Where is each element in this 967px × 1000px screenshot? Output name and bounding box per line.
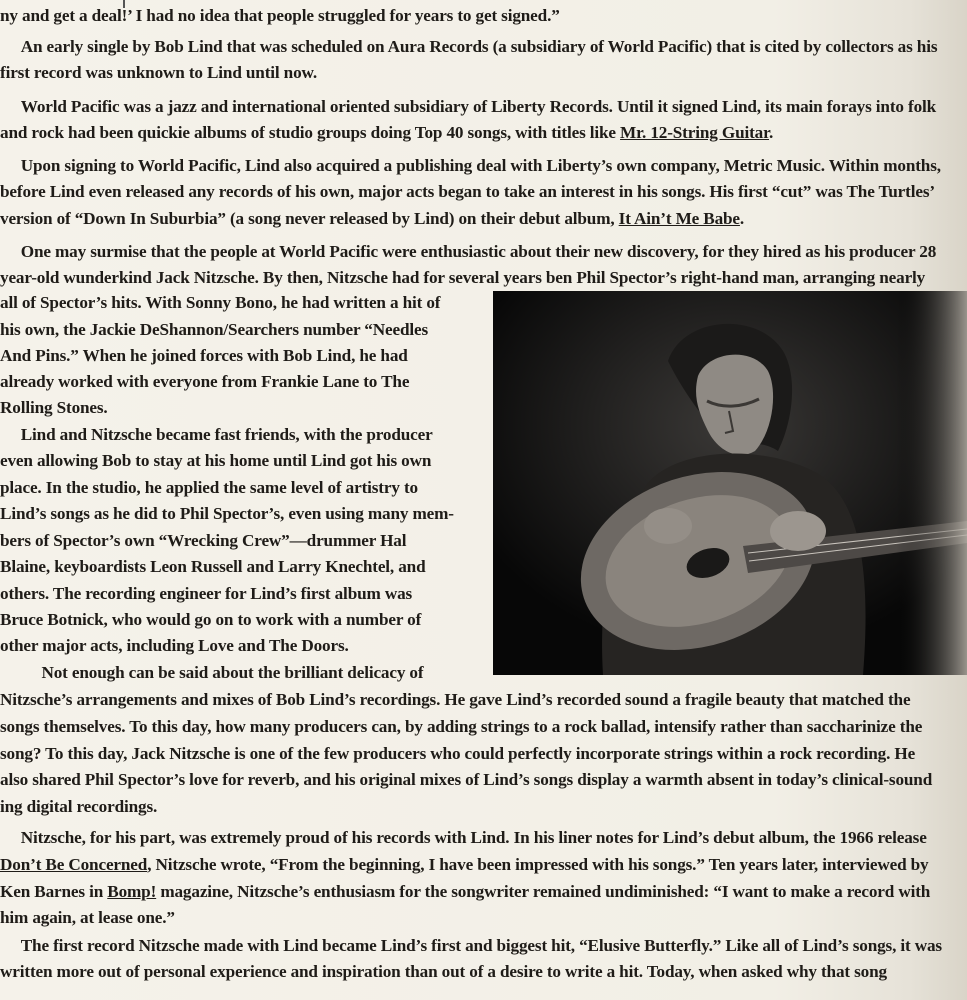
text-run: his own, the Jackie DeShannon/Searchers number “Needles (0, 320, 428, 339)
text-line (0, 156, 941, 176)
guitarist-photo (493, 291, 967, 675)
text-run: One may surmise that the people at World Pacific were enthusiastic about their new discovery, for they hired as his producer 28 (0, 242, 937, 261)
text-line (0, 293, 440, 313)
text-run: Nitzsche’s arrangements and mixes of Bob Lind’s recordings. He gave Lind’s recorded sound a fragile beauty that matched the (0, 690, 911, 709)
text-line (0, 97, 936, 117)
text-run: The first record Nitzsche made with Lind became Lind’s first and biggest hit, “Elusive Butterfly.” Like all of Lind’s songs, it was (0, 936, 942, 955)
text-run: Blaine, keyboardists Leon Russell and Larry Knechtel, and (0, 557, 426, 576)
text-line (0, 37, 937, 57)
text-line (0, 828, 927, 848)
text-run: magazine, Nitzsche’s enthusiasm for the songwriter remained undiminished: “I want to make a record with (156, 882, 931, 901)
text-run: first record was unknown to Lind until now. (0, 63, 317, 82)
text-line (0, 320, 428, 340)
text-line (0, 451, 431, 471)
photo-image (493, 291, 967, 675)
text-line (0, 182, 935, 202)
text-line (0, 504, 454, 524)
text-line (0, 63, 317, 83)
text-run: place. In the studio, he applied the same level of artistry to (0, 478, 418, 497)
text-run: ny and get a deal!’ I had no idea that people struggled for years to get signed.” (0, 6, 560, 25)
text-line (0, 717, 922, 737)
text-run: written more out of personal experience and inspiration than out of a desire to write a hit. Today, when asked why that song (0, 962, 887, 981)
text-run: year-old wunderkind Jack Nitzsche. By then, Nitzsche had for several years ben Phil Spector’s right-hand man, arranging nearly (0, 268, 926, 287)
underlined-title: It Ain’t Me Babe (618, 209, 740, 228)
text-run: . (769, 123, 774, 142)
text-line (0, 209, 744, 229)
text-run: Bruce Botnick, who would go on to work with a number of (0, 610, 422, 629)
text-line (0, 425, 433, 445)
text-run: ing digital recordings. (0, 797, 158, 816)
text-run: before Lind even released any records of his own, major acts began to take an interest in his songs. His first “cut” was The Turtles’ (0, 182, 935, 201)
text-run: , Nitzsche wrote, “From the beginning, I have been impressed with his songs.” Ten years later, interviewed by (147, 855, 929, 874)
text-run: already worked with everyone from Frankie Lane to The (0, 372, 410, 391)
text-line (0, 936, 942, 956)
text-line (0, 770, 932, 790)
text-line (0, 797, 157, 817)
text-line (0, 242, 936, 262)
text-run: others. The recording engineer for Lind’s first album was (0, 584, 413, 603)
text-run: songs themselves. To this day, how many producers can, by adding strings to a rock ballad, intensify rather than saccharinize the (0, 717, 923, 736)
text-line (0, 690, 910, 710)
text-line (0, 478, 418, 498)
text-run: . (739, 209, 745, 228)
text-run: other major acts, including Love and The Doors. (0, 636, 349, 655)
text-line (0, 372, 409, 392)
text-run: even allowing Bob to stay at his home until Lind got his own (0, 451, 432, 470)
text-line (0, 663, 423, 683)
text-run: all of Spector’s hits. With Sonny Bono, he had written a hit of (0, 293, 441, 312)
text-line (0, 636, 349, 656)
text-line (0, 531, 406, 551)
text-line (0, 584, 412, 604)
text-run: An early single by Bob Lind that was scheduled on Aura Records (a subsidiary of World Pacific) that is cited by collectors as his (0, 37, 938, 56)
text-run: version of “Down In Suburbia” (a song never released by Lind) on their debut album, (0, 209, 619, 228)
text-run: also shared Phil Spector’s love for reverb, and his original mixes of Lind’s songs display a warmth absent in today’s clinical-sound (0, 770, 933, 789)
text-run: Nitzsche, for his part, was extremely proud of his records with Lind. In his liner notes for Lind’s debut album, the 1966 release (0, 828, 927, 847)
underlined-title: Bomp! (107, 882, 157, 901)
text-line (0, 744, 915, 764)
text-line (0, 398, 108, 418)
text-line (0, 855, 928, 875)
text-line (0, 123, 773, 143)
underlined-title: Mr. 12-String Guitar (620, 123, 770, 142)
text-run: and rock had been quickie albums of studio groups doing Top 40 songs, with titles like (0, 123, 621, 142)
text-run: World Pacific was a jazz and international oriented subsidiary of Liberty Records. Until it signed Lind, its main forays into folk (0, 97, 937, 116)
text-line (0, 346, 408, 366)
text-run: Lind’s songs as he did to Phil Spector’s, even using many mem- (0, 504, 454, 523)
text-run: And Pins.” When he joined forces with Bob Lind, he had (0, 346, 408, 365)
text-line (0, 908, 175, 928)
text-line (0, 268, 925, 288)
text-line (0, 962, 887, 982)
text-run: Ken Barnes in (0, 882, 108, 901)
text-run: Upon signing to World Pacific, Lind also acquired a publishing deal with Liberty’s own company, Metric Music. Within months, (0, 156, 941, 175)
text-run: bers of Spector’s own “Wrecking Crew”—drummer Hal (0, 531, 407, 550)
underlined-title: Don’t Be Concerned (0, 855, 148, 874)
text-run: Rolling Stones. (0, 398, 108, 417)
text-run: Not enough can be said about the brilliant delicacy of (0, 663, 424, 682)
text-line (0, 610, 421, 630)
text-run: song? To this day, Jack Nitzsche is one of the few producers who could perfectly incorporate strings within a rock recording. He (0, 744, 916, 763)
text-run: Lind and Nitzsche became fast friends, with the producer (0, 425, 433, 444)
text-line (0, 557, 426, 577)
text-line (0, 882, 930, 902)
text-line (0, 6, 560, 26)
text-run: him again, at lease one.” (0, 908, 175, 927)
